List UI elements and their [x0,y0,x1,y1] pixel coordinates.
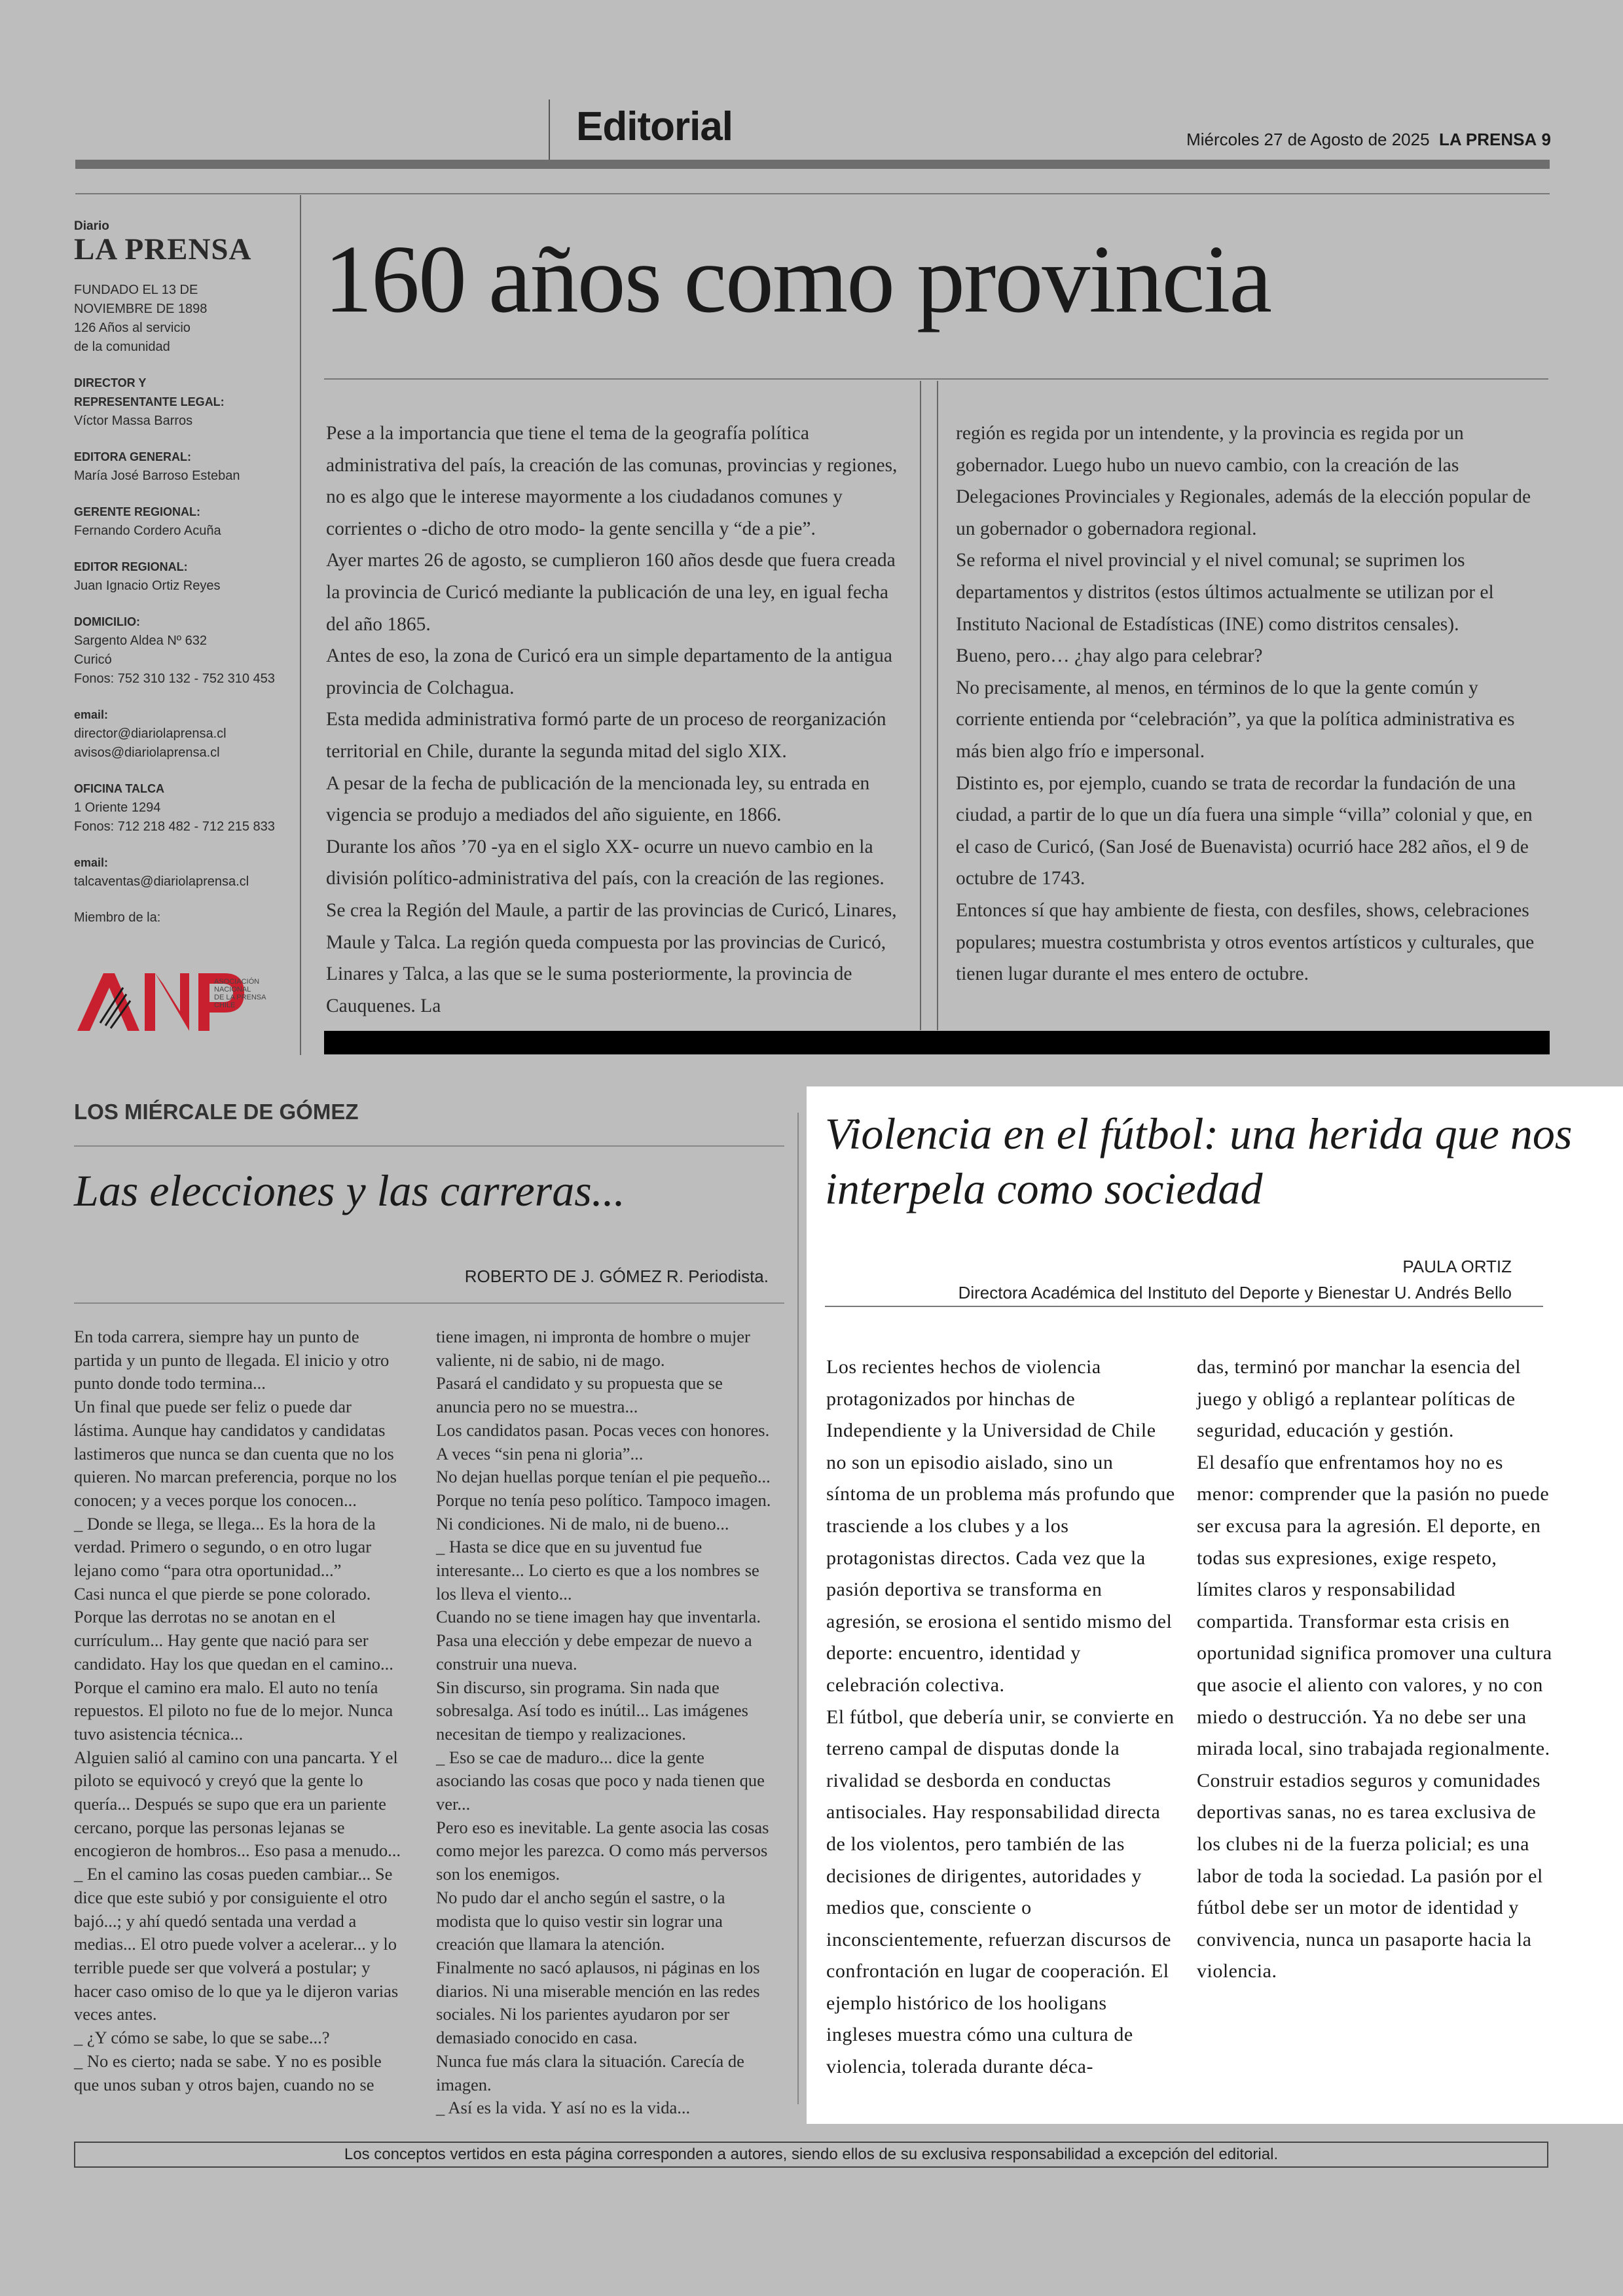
paragraph: Pero eso es inevitable. La gente asocia las cosas como mejor les parezca. O como más perversos son los enemigos. [436,1817,769,1884]
masthead-entry-label: GERENTE REGIONAL: [74,505,201,518]
masthead-entry-value: Fonos: 712 218 482 - 712 215 833 [74,819,275,834]
paragraph: _ En el camino las cosas pueden cambiar... Se dice que este subió y por consiguiente el otro bajó...; y ahí quedó sentada una verdad a medias... El otro puede volver a acelerar... y lo terrible puede ser que volverá a postular; y hacer caso omiso de lo que ya le dijeron varias veces antes. [74,1864,399,2024]
paragraph: Se crea la Región del Maule, a partir de las provincias de Curicó, Linares, Maule y Talca. La región queda compuesta por las provincias de Curicó, Linares y Talca, a las que se le suma posteriormente, la provincia de Cauquenes. La [326,899,897,1016]
section-title: Editorial [576,104,733,149]
paragraph: Alguien salió al camino con una pancarta. Y el piloto se equivocó y creyó que la gente lo quería... Después se supo que era un pariente cercano, porque las personas lejanas se encogieron de hombros... Eso pasa a menudo... [74,1747,401,1861]
masthead-entry-value: director@diariolaprensa.cl [74,726,227,741]
paragraph: Los recientes hechos de violencia protagonizados por hinchas de Independiente y la Universidad de Chile no son un episodio aislado, sino un síntoma de un problema más profundo que trasciende a los clubes y a los protagonistas directos. Cada vez que la pasión deportiva se transforma en agresión, se erosiona el sentido mismo del deporte: encuentro, identidad y celebración colectiva. [826,1356,1175,1696]
column-right-separator [797,1113,799,2104]
paragraph: Un final que puede ser feliz o puede dar lástima. Aunque hay candidatos y candidatas lastimeros que nunca se dan cuenta que no los quieren. No marcan preferencia, porque no los conocen; y a veces porque los conocen... [74,1397,397,1510]
masthead-entry [74,613,290,689]
paragraph: No pudo dar el ancho según el sastre, o la modista que lo quiso vestir sin lograr una creación que llamara la atención. [436,1887,725,1954]
paragraph: región es regida por un intendente, y la provincia es regida por un gobernador. Luego hubo un nuevo cambio, con la creación de las Delegaciones Provinciales y Regionales, además de la elección popular de un gobernador o gobernadora regional. [956,423,1531,539]
paragraph: Construir estadios seguros y comunidades deportivas sanas, no es tarea exclusiva de los clubes ni de la fuerza policial; es una labor de toda la sociedad. La pasión por el fútbol debe ser un motor de identidad y convivencia, nunca un pasaporte hacia la violencia. [1197,1769,1543,1982]
masthead [74,219,290,927]
column-text-1 [74,1325,401,2096]
column-top-rule [74,1145,784,1147]
paragraph: Distinto es, por ejemplo, cuando se trata de recordar la fundación de una ciudad, a partir de lo que un día fuera una simple “villa” colonial y que, en el caso de Curicó, (San José de Buenavista) ocurrió hace 282 años, el 9 de octubre de 1743. [956,772,1533,889]
masthead-logo: LA PRENSA [74,232,252,266]
paragraph: No precisamente, al menos, en términos de lo que la gente común y corriente entienda por “celebración”, ya que la política administrativa es más bien algo frío e impersonal. [956,677,1515,762]
paragraph: _ ¿Y cómo se sabe, lo que se sabe...? [74,2028,330,2048]
paragraph: Bueno, pero… ¿hay algo para celebrar? [956,645,1263,667]
masthead-entry-value: Fernando Cordero Acuña [74,524,221,538]
member-label: Miembro de la: [74,910,161,925]
header-rule [75,193,1550,194]
paragraph: _ Así es la vida. Y así no es la vida... [436,2098,691,2118]
paragraph: _ Hasta se dice que en su juventud fue interesante... Lo cierto es que a los nombres se los lleva el viento... [436,1537,759,1604]
masthead-entry-label: EDITOR REGIONAL: [74,560,188,573]
date: Miércoles 27 de Agosto de 2025 [1186,130,1430,149]
anp-logo-n-left [145,973,155,1031]
opinion-rule [825,1306,1543,1307]
dateline [1186,130,1551,150]
masthead-entry-value: talcaventas@diariolaprensa.cl [74,874,249,889]
editorial-column-separator [920,381,938,1030]
masthead-entry-label: EDITORA GENERAL: [74,450,192,463]
masthead-entry-label: REPRESENTANTE LEGAL: [74,395,225,408]
masthead-entries [74,374,290,891]
paragraph: _ Donde se llega, se llega... Es la hora de la verdad. Primero o segundo, o en otro lugar lejano como “para otra oportunidad...” [74,1513,376,1581]
masthead-entry-label: DOMICILIO: [74,615,140,628]
page-number: 9 [1541,130,1551,149]
paragraph: _ Eso se cae de maduro... dice la gente asociando las cosas que poco y nada tienen que ver... [436,1747,765,1814]
paragraph: Los candidatos pasan. Pocas veces con honores. [436,1420,770,1440]
masthead-entry-label: email: [74,708,109,721]
paragraph: das, terminó por manchar la esencia del juego y obligó a replantear políticas de seguridad, educación y gestión. [1197,1356,1522,1442]
paragraph: En toda carrera, siempre hay un punto de partida y un punto de llegada. El inicio y otro punto donde todo termina... [74,1327,390,1393]
masthead-founded [74,281,290,357]
masthead-separator [300,195,301,1055]
column-byline: ROBERTO DE J. GÓMEZ R. Periodista. [464,1266,769,1286]
anp-small: CHILE [214,1001,236,1009]
column-section-title: LOS MIÉRCALE DE GÓMEZ [74,1100,359,1124]
masthead-entry-value: avisos@diariolaprensa.cl [74,745,220,760]
paragraph: Antes de eso, la zona de Curicó era un simple departamento de la antigua provincia de Colchagua. [326,645,893,698]
paragraph: Ayer martes 26 de agosto, se cumplieron 160 años desde que fuera creada la provincia de Curicó mediante la publicación de una ley, en igual fecha del año 1865. [326,550,896,635]
footer-disclaimer: Los conceptos vertidos en esta página corresponden a autores, siendo ellos de su exclusiva responsabilidad a excepción del editorial. [74,2142,1548,2168]
paragraph: Casi nunca el que pierde se pone colorado. Porque las derrotas no se anotan en el currículum... Hay gente que nació para ser candidato. Hay los que quedan en el camino... Porque el camino era malo. El auto no tenía repuestos. El piloto no fue de lo mejor. Nunca tuvo asistencia técnica... [74,1583,393,1744]
opinion-author-block [958,1253,1512,1306]
masthead-entry [74,853,290,891]
masthead-entry-label: email: [74,856,109,869]
masthead-entry-value: Fonos: 752 310 132 - 752 310 453 [74,672,275,686]
header-divider [549,99,550,160]
masthead-entry-label: DIRECTOR Y [74,376,147,389]
paragraph: A veces “sin pena ni gloria”... [436,1443,644,1463]
anp-logo [74,965,277,1037]
paragraph: Nunca fue más clara la situación. Carecía de imagen. [436,2051,744,2094]
opinion-author-role: Directora Académica del Instituto del Deporte y Bienestar U. Andrés Bello [958,1283,1512,1302]
paragraph: Esta medida administrativa formó parte de un proceso de reorganización territorial en Chile, durante la segunda mitad del siglo XIX. [326,709,886,762]
paragraph: Cuando no se tiene imagen hay que inventarla. Pasa una elección y debe empezar de nuevo a construir una nueva. [436,1607,761,1674]
column-title: Las elecciones y las carreras... [74,1166,625,1215]
editorial-column-1 [326,418,902,1022]
editorial-rule [324,378,1548,380]
header-bar [75,160,1550,169]
paragraph: No dejan huellas porque tenían el pie pequeño... Porque no tenía peso político. Tampoco imagen. Ni condiciones. Ni de malo, ni de bueno... [436,1467,771,1534]
masthead-diario: Diario [74,219,109,233]
paragraph: _ No es cierto; nada se sabe. Y no es posible que unos suban y otros bajen, cuando no se [74,2051,382,2094]
masthead-entry [74,374,290,431]
paragraph: tiene imagen, ni impronta de hombre o mujer valiente, ni de sabio, ni de mago. [436,1327,750,1370]
masthead-entry-label: OFICINA TALCA [74,782,164,795]
masthead-entry [74,706,290,762]
paragraph: Sin discurso, sin programa. Sin nada que sobresalga. Así todo es inútil... Las imágenes necesitan de tiempo y realizaciones. [436,1677,748,1744]
opinion-title: Violencia en el fútbol: una herida que nos interpela como sociedad [825,1109,1573,1213]
paragraph: Finalmente no sacó aplausos, ni páginas en los diarios. Ni una miserable mención en las redes sociales. Ni los parientes ayudaron por ser demasiado conocido en casa. [436,1957,760,2048]
masthead-entry [74,780,290,836]
editorial-bottom-bar [324,1031,1550,1054]
founded-line: NOVIEMBRE DE 1898 [74,302,208,316]
opinion-column-2 [1197,1352,1554,1988]
masthead-entry [74,448,290,486]
paragraph: Durante los años ’70 -ya en el siglo XX- ocurre un nuevo cambio en la división político-administrativa del país, con la creación de las regiones. [326,836,884,889]
paragraph: Se reforma el nivel provincial y el nivel comunal; se suprimen los departamentos y distritos (estos últimos actualmente se utilizan por el Instituto Nacional de Estadísticas (INE) como distritos censales). [956,550,1494,635]
masthead-entry-value: Sargento Aldea Nº 632 [74,634,208,648]
anp-small: ASOCIACIÓN [214,978,260,986]
founded-line: de la comunidad [74,340,170,354]
paragraph: El fútbol, que debería unir, se convierte en terreno campal de disputas donde la rivalidad se desborda en conductas antisociales. Hay responsabilidad directa de los violentos, pero también de las decisiones de dirigentes, autoridades y medios que, consciente o inconscientemente, refuerzan discursos de confrontación en lugar de cooperación. El ejemplo histórico de los hooligans ingleses muestra cómo una cultura de violencia, tolerada durante déca- [826,1706,1175,2078]
paragraph: A pesar de la fecha de publicación de la mencionada ley, su entrada en vigencia se produjo a mediados del año siguiente, en 1866. [326,772,870,826]
editorial-column-2 [956,418,1545,990]
anp-small: NACIONAL [214,986,251,994]
anp-logo-n-diag [155,973,189,1031]
masthead-entry-value: María José Barroso Esteban [74,469,240,483]
masthead-entry-value: Víctor Massa Barros [74,414,193,428]
editorial-title: 160 años como provincia [324,226,1271,333]
masthead-entry-value: Juan Ignacio Ortiz Reyes [74,579,221,593]
masthead-entry-value: 1 Oriente 1294 [74,800,161,815]
masthead-entry-value: Curicó [74,653,112,667]
opinion-column-1 [826,1352,1176,2083]
masthead-entry [74,503,290,541]
founded-line: 126 Años al servicio [74,321,191,335]
opinion-author: PAULA ORTIZ [1402,1257,1512,1276]
founded-line: FUNDADO EL 13 DE [74,283,198,297]
column-text-2 [436,1325,776,2120]
paragraph: Pasará el candidato y su propuesta que se anuncia pero no se muestra... [436,1373,723,1417]
masthead-entry [74,558,290,596]
column-byline-rule [74,1302,784,1304]
anp-small: DE LA PRENSA [214,994,266,1001]
paragraph: Pese a la importancia que tiene el tema de la geografía política administrativa del país, la creación de las comunas, provincias y regiones, no es algo que le interese mayormente a los ciudadanos comunes y corrientes o -dicho de otro modo- la gente sencilla y “de a pie”. [326,423,898,539]
paper-name: LA PRENSA [1439,130,1537,149]
paragraph: Entonces sí que hay ambiente de fiesta, con desfiles, shows, celebraciones populares; muestra costumbrista y otros eventos artísticos y culturales, que tienen lugar durante el mes entero de octubre. [956,899,1535,985]
paragraph: El desafío que enfrentamos hoy no es menor: comprender que la pasión no puede ser excusa para la agresión. El deporte, en todas sus expresiones, exige respeto, límites claros y responsabilidad compartida. Transformar esta crisis en oportunidad significa promover una cultura que asocie el aliento con valores, y no con miedo o destrucción. Ya no debe ser una mirada local, sino trabajada regionalmente. [1197,1451,1552,1760]
